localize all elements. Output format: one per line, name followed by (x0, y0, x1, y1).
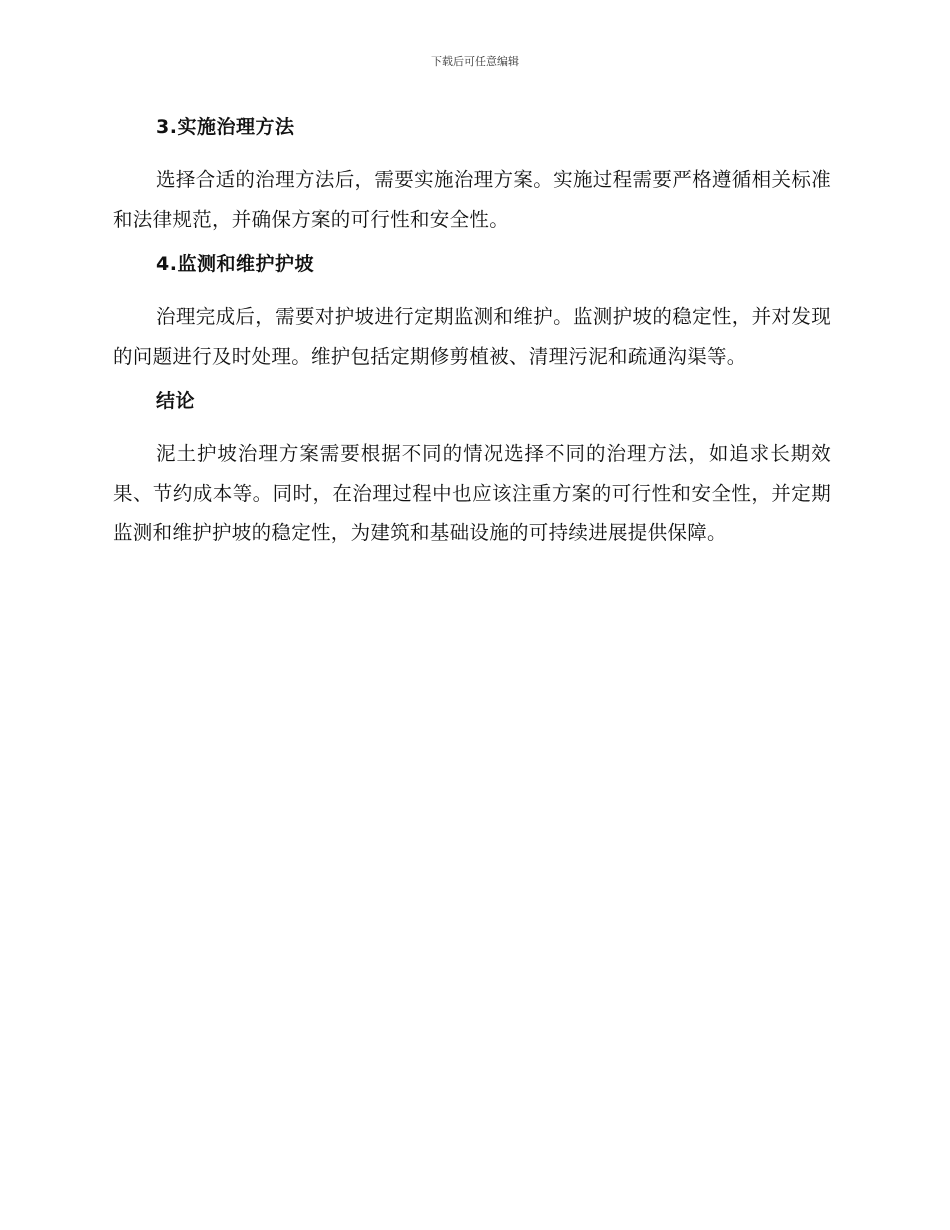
section-heading: 3.实施治理方法 (156, 116, 295, 138)
section-paragraph: 治理完成后，需要对护坡进行定期监测和维护。监测护坡的稳定性，并对发现的问题进行及时处理。维护包括定期修剪植被、清理污泥和疏通沟渠等。 (113, 305, 831, 368)
section-heading: 4.监测和维护护坡 (156, 253, 314, 275)
section-monitor-maintain (113, 249, 831, 376)
section-paragraph: 泥土护坡治理方案需要根据不同的情况选择不同的治理方法，如追求长期效果、节约成本等。同时，在治理过程中也应该注重方案的可行性和安全性，并定期监测和维护护坡的稳定性，为建筑和基础设施的可持续进展提供保障。 (113, 442, 831, 544)
document-body (113, 112, 831, 563)
section-implement-method (113, 112, 831, 239)
section-paragraph: 选择合适的治理方法后，需要实施治理方案。实施过程需要严格遵循相关标准和法律规范，并确保方案的可行性和安全性。 (113, 168, 831, 231)
section-heading: 结论 (156, 390, 196, 412)
section-conclusion (113, 386, 831, 553)
page-header-note: 下载后可任意编辑 (431, 55, 519, 68)
